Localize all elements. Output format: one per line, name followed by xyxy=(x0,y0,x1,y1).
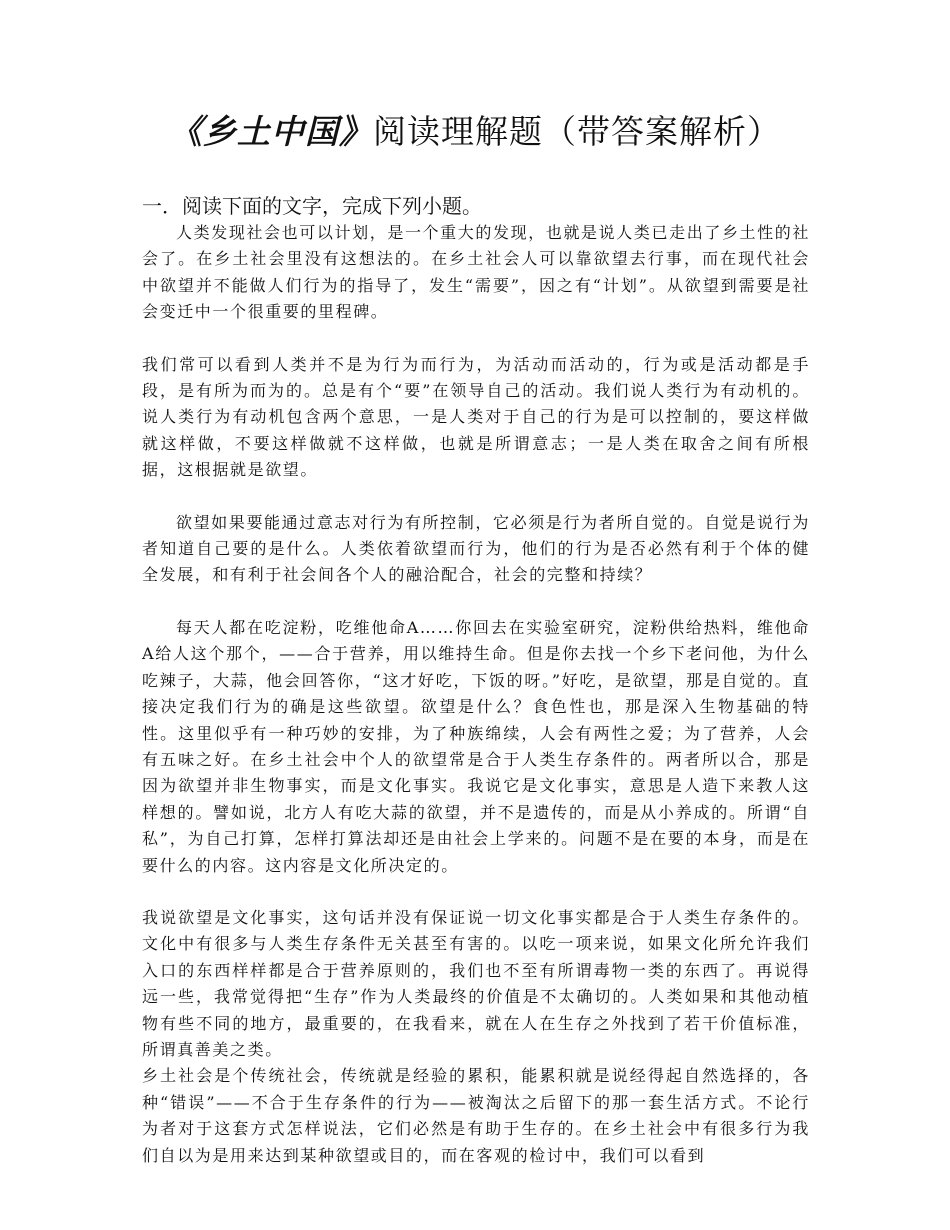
passage-paragraph-6: 乡土社会是个传统社会，传统就是经验的累积，能累积就是说经得起自然选择的，各种“错误”——不合于生存条件的行为——被淘汰之后留下的那一套生活方式。不论行为者对于这套方式怎样说法，它们必然是有助于生存的。在乡土社会中有很多行为我们自以为是用来达到某种欲望或目的，而在客观的检讨中，我们可以看到 xyxy=(142,1066,810,1165)
reading-passage xyxy=(142,220,810,1169)
question-heading xyxy=(142,193,822,219)
passage-paragraph-3: 欲望如果要能通过意志对行为有所控制，它必须是行为者所自觉的。自觉是说行为者知道自己要的是什么。人类依着欲望而行为，他们的行为是否必然有利于个体的健全发展，和有利于社会间各个人的融洽配合，社会的完整和持续？ xyxy=(142,512,810,585)
passage-paragraph-1: 人类发现社会也可以计划，是一个重大的发现，也就是说人类已走出了乡土性的社会了。在乡土社会里没有这想法的。在乡土社会人可以靠欲望去行事，而在现代社会中欲望并不能做人们行为的指导了，发生“需要”，因之有“计划”。从欲望到需要是社会变迁中一个很重要的里程碑。 xyxy=(142,223,810,322)
title-book-name: 《乡土中国》 xyxy=(169,112,373,151)
question-number: 一． xyxy=(142,194,182,218)
passage-paragraph-2: 我们常可以看到人类并不是为行为而行为，为活动而活动的，行为或是活动都是手段，是有所为而为的。总是有个“要”在领导自己的活动。我们说人类行为有动机的。说人类行为有动机包含两个意思，一是人类对于自己的行为是可以控制的，要这样做就这样做，不要这样做就不这样做，也就是所谓意志；一是人类在取舍之间有所根据，这根据就是欲望。 xyxy=(142,354,810,480)
page-title xyxy=(0,108,950,156)
passage-paragraph-4: 每天人都在吃淀粉，吃维他命A……你回去在实验室研究，淀粉供给热料，维他命A给人这个那个，——合于营养，用以维持生命。但是你去找一个乡下老问他，为什么吃辣子，大蒜，他会回答你，“这才好吃，下饭的呀。”好吃，是欲望，那是自觉的。直接决定我们行为的确是这些欲望。欲望是什么？食色性也，那是深入生物基础的特性。这里似乎有一种巧妙的安排，为了种族绵续，人会有两性之爱；为了营养，人会有五味之好。在乡土社会中个人的欲望常是合于人类生存条件的。两者所以合，那是因为欲望并非生物事实，而是文化事实。我说它是文化事实，意思是人造下来教人这样想的。譬如说，北方人有吃大蒜的欲望，并不是遗传的，而是从小养成的。所谓“自私”，为自己打算，怎样打算法却还是由社会上学来的。问题不是在要的本身，而是在要什么的内容。这内容是文化所决定的。 xyxy=(142,617,810,875)
title-subtitle: 阅读理解题（带答案解析） xyxy=(373,112,781,151)
question-prompt: 阅读下面的文字，完成下列小题。 xyxy=(182,194,482,218)
passage-paragraph-5: 我说欲望是文化事实，这句话并没有保证说一切文化事实都是合于人类生存条件的。文化中有很多与人类生存条件无关甚至有害的。以吃一项来说，如果文化所允许我们入口的东西样样都是合于营养原则的，我们也不至有所谓毒物一类的东西了。再说得远一些，我常觉得把“生存”作为人类最终的价值是不太确切的。人类如果和其他动植物有些不同的地方，最重要的，在我看来，就在人在生存之外找到了若干价值标准，所谓真善美之类。 xyxy=(142,907,810,1059)
